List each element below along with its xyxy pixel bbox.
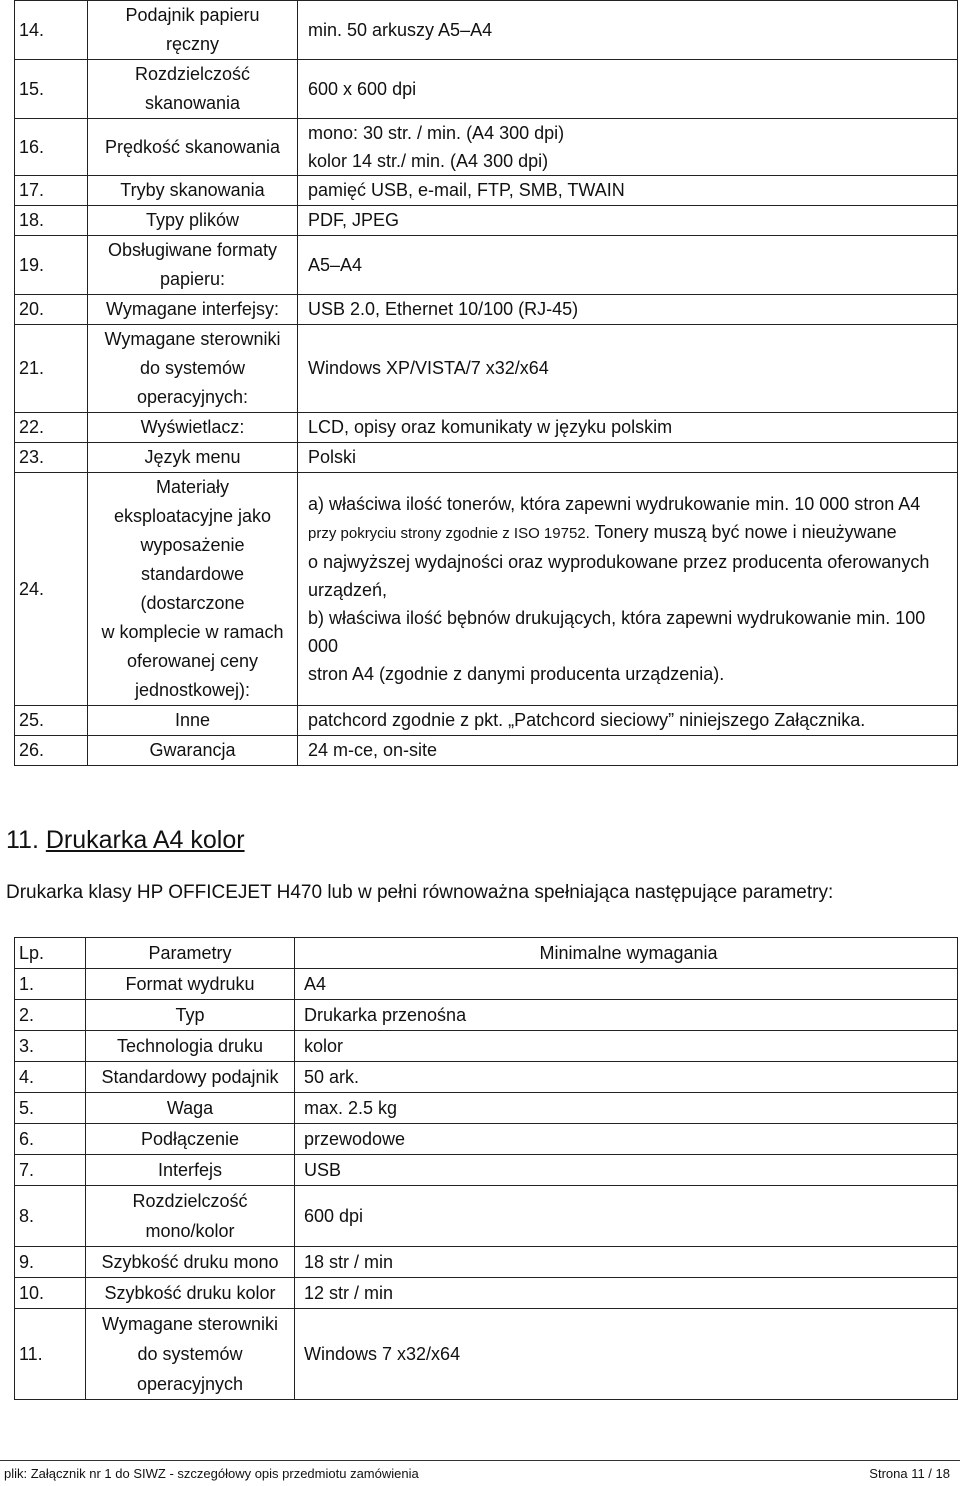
table-row — [15, 325, 958, 413]
row-parameter — [86, 969, 295, 1000]
row-value — [298, 295, 958, 325]
cell-line: Technologia druku — [116, 1036, 264, 1056]
row-value — [298, 236, 958, 295]
cell-line: o najwyższej wydajności oraz wyprodukowane przez producenta oferowanych — [308, 552, 930, 572]
row-parameter — [86, 1278, 295, 1309]
cell-line: do systemów — [137, 1344, 243, 1364]
table-row — [15, 1000, 958, 1031]
row-parameter — [86, 1093, 295, 1124]
row-number: 5. — [15, 1093, 86, 1124]
row-value — [298, 706, 958, 736]
header-wymagania: Minimalne wymagania — [295, 938, 958, 969]
header-parametry: Parametry — [86, 938, 295, 969]
row-parameter — [86, 1031, 295, 1062]
table-row — [15, 1309, 958, 1400]
cell-line: Wyświetlacz: — [140, 417, 245, 437]
row-value — [298, 206, 958, 236]
table-row — [15, 119, 958, 176]
table-row — [15, 60, 958, 119]
cell-line: Interfejs — [157, 1160, 223, 1180]
cell-line: pamięć USB, e-mail, FTP, SMB, TWAIN — [308, 180, 625, 200]
row-value: Windows 7 x32/x64 — [295, 1309, 958, 1400]
table-row — [15, 206, 958, 236]
footer-divider — [0, 1460, 960, 1461]
row-value: USB — [295, 1155, 958, 1186]
row-number: 24. — [15, 473, 88, 706]
row-value: 50 ark. — [295, 1062, 958, 1093]
table-row — [15, 1124, 958, 1155]
row-parameter — [86, 1062, 295, 1093]
table-row — [15, 413, 958, 443]
cell-line: kolor 14 str./ min. (A4 300 dpi) — [308, 151, 549, 171]
cell-line: PDF, JPEG — [308, 210, 400, 230]
row-parameter — [88, 325, 298, 413]
row-parameter — [86, 1186, 295, 1247]
row-number: 22. — [15, 413, 88, 443]
cell-line: Tryby skanowania — [120, 180, 265, 200]
table-row — [15, 1062, 958, 1093]
row-value — [298, 736, 958, 766]
table-row — [15, 443, 958, 473]
row-number: 1. — [15, 969, 86, 1000]
row-parameter — [88, 413, 298, 443]
row-parameter — [88, 176, 298, 206]
row-parameter — [86, 1000, 295, 1031]
cell-line: Prędkość skanowania — [104, 136, 281, 157]
row-parameter — [88, 295, 298, 325]
header-lp: Lp. — [15, 938, 86, 969]
footer-file-label: plik: Załącznik nr 1 do SIWZ - szczegółowy opis przedmiotu zamówienia — [4, 1466, 419, 1481]
requirements-table-continued — [14, 0, 958, 766]
cell-line: min. 50 arkuszy A5–A4 — [308, 19, 493, 40]
row-value — [298, 119, 958, 176]
table-row — [15, 736, 958, 766]
row-parameter — [88, 473, 298, 706]
cell-line: Windows XP/VISTA/7 x32/x64 — [308, 358, 549, 378]
cell-line: a) właściwa ilość tonerów, która zapewni wydrukowanie min. 10 000 stron A4 — [308, 494, 921, 514]
cell-line: do systemów — [139, 358, 246, 378]
section-number: 11. — [6, 826, 39, 854]
row-number: 4. — [15, 1062, 86, 1093]
cell-line: Rozdzielczość — [134, 64, 251, 84]
cell-line: wyposażenie — [140, 535, 245, 555]
row-parameter — [88, 60, 298, 119]
row-number: 15. — [15, 60, 88, 119]
row-number: 6. — [15, 1124, 86, 1155]
row-number: 9. — [15, 1247, 86, 1278]
row-number: 11. — [15, 1309, 86, 1400]
cell-line: mono/kolor — [145, 1221, 235, 1241]
row-number: 23. — [15, 443, 88, 473]
cell-line: (dostarczone — [140, 593, 245, 613]
footer-page-number: Strona 11 / 18 — [869, 1466, 950, 1481]
table-row — [15, 236, 958, 295]
row-value — [298, 413, 958, 443]
table-row — [15, 1031, 958, 1062]
cell-line: operacyjnych — [136, 1374, 244, 1394]
table-row — [15, 706, 958, 736]
table-row — [15, 969, 958, 1000]
cell-line: Wymagane sterowniki — [104, 329, 281, 349]
row-number: 17. — [15, 176, 88, 206]
row-parameter — [88, 206, 298, 236]
cell-line: b) właściwa ilość bębnów drukujących, która zapewni wydrukowanie min. 100 000 — [308, 608, 926, 656]
cell-line: Waga — [166, 1098, 214, 1118]
cell-line: USB 2.0, Ethernet 10/100 (RJ-45) — [308, 299, 579, 319]
table-row — [15, 1247, 958, 1278]
row-number: 10. — [15, 1278, 86, 1309]
row-value: 600 dpi — [295, 1186, 958, 1247]
row-parameter — [86, 1247, 295, 1278]
row-value — [298, 176, 958, 206]
row-value: max. 2.5 kg — [295, 1093, 958, 1124]
cell-line: urządzeń, — [308, 580, 388, 600]
cell-line: 600 x 600 dpi — [308, 78, 417, 99]
row-value: A4 — [295, 969, 958, 1000]
cell-line: LCD, opisy oraz komunikaty w języku polskim — [308, 417, 673, 437]
row-number: 19. — [15, 236, 88, 295]
row-number: 3. — [15, 1031, 86, 1062]
cell-line: operacyjnych: — [136, 387, 249, 407]
table-row — [15, 1093, 958, 1124]
cell-line: skanowania — [144, 93, 241, 113]
row-parameter — [88, 236, 298, 295]
cell-line: Wymagane interfejsy: — [106, 299, 279, 319]
cell-line: Typ — [175, 1005, 205, 1025]
row-parameter — [88, 119, 298, 176]
row-value — [298, 443, 958, 473]
cell-line: Język menu — [144, 447, 241, 467]
cell-line: Materiały — [155, 477, 230, 497]
row-value — [298, 473, 958, 706]
row-number: 8. — [15, 1186, 86, 1247]
row-number: 18. — [15, 206, 88, 236]
cell-line: Podłączenie — [140, 1129, 240, 1149]
cell-line: mono: 30 str. / min. (A4 300 dpi) — [308, 123, 565, 143]
row-parameter — [86, 1309, 295, 1400]
printer-requirements-table — [14, 937, 958, 1400]
cell-line: Szybkość druku mono — [101, 1252, 279, 1272]
row-number: 7. — [15, 1155, 86, 1186]
row-value: przewodowe — [295, 1124, 958, 1155]
cell-line: Format wydruku — [125, 974, 255, 994]
row-value — [298, 60, 958, 119]
row-parameter — [88, 1, 298, 60]
row-number: 26. — [15, 736, 88, 766]
section-intro: Drukarka klasy HP OFFICEJET H470 lub w pełni równoważna spełniająca następujące parametry: — [6, 882, 834, 903]
cell-line: Polski — [308, 447, 357, 467]
table-row — [15, 176, 958, 206]
cell-line: standardowe — [140, 564, 245, 584]
cell-line: papieru: — [159, 269, 226, 289]
cell-line: eksploatacyjne jako — [113, 506, 272, 526]
cell-line: stron A4 (zgodnie z danymi producenta urządzenia). — [308, 664, 725, 684]
row-parameter — [88, 736, 298, 766]
table-row — [15, 1278, 958, 1309]
row-number: 25. — [15, 706, 88, 736]
cell-line: patchcord zgodnie z pkt. „Patchcord sieciowy” niniejszego Załącznika. — [308, 710, 866, 730]
cell-line: Rozdzielczość — [132, 1191, 248, 1211]
row-number: 14. — [15, 1, 88, 60]
cell-text: Tonery muszą być nowe i nieużywane — [589, 522, 897, 542]
row-value: 18 str / min — [295, 1247, 958, 1278]
table-row — [15, 1, 958, 60]
row-number: 2. — [15, 1000, 86, 1031]
row-value: 12 str / min — [295, 1278, 958, 1309]
table-row — [15, 295, 958, 325]
table-row — [15, 473, 958, 706]
table-header-row — [15, 938, 958, 969]
cell-line: A5–A4 — [308, 254, 363, 275]
row-parameter — [86, 1124, 295, 1155]
cell-line: 24 m-ce, on-site — [308, 740, 438, 760]
row-number: 20. — [15, 295, 88, 325]
cell-line: Inne — [174, 710, 211, 730]
row-parameter — [88, 443, 298, 473]
row-value — [298, 1, 958, 60]
section-heading — [6, 822, 245, 858]
cell-line — [308, 518, 953, 548]
row-number: 16. — [15, 119, 88, 176]
row-parameter — [86, 1155, 295, 1186]
cell-line: Standardowy podajnik — [101, 1067, 279, 1087]
row-value: Drukarka przenośna — [295, 1000, 958, 1031]
cell-small-text: przy pokryciu strony zgodnie z ISO 19752. — [308, 525, 590, 542]
cell-line: Wymagane sterowniki — [102, 1314, 278, 1334]
cell-line: Podajnik papieru — [125, 5, 260, 25]
row-value — [298, 325, 958, 413]
table-row — [15, 1155, 958, 1186]
cell-line: Szybkość druku kolor — [104, 1283, 276, 1303]
cell-line: Obsługiwane formaty — [107, 240, 278, 260]
row-parameter — [88, 706, 298, 736]
cell-line: Typy plików — [145, 210, 240, 230]
row-value: kolor — [295, 1031, 958, 1062]
cell-line: jednostkowej): — [134, 680, 251, 700]
section-title: Drukarka A4 kolor — [45, 826, 245, 854]
cell-line: oferowanej ceny — [126, 651, 259, 671]
row-number: 21. — [15, 325, 88, 413]
cell-line: Gwarancja — [149, 740, 236, 760]
cell-line: ręczny — [165, 34, 219, 54]
table-row — [15, 1186, 958, 1247]
cell-line: w komplecie w ramach — [101, 622, 284, 642]
